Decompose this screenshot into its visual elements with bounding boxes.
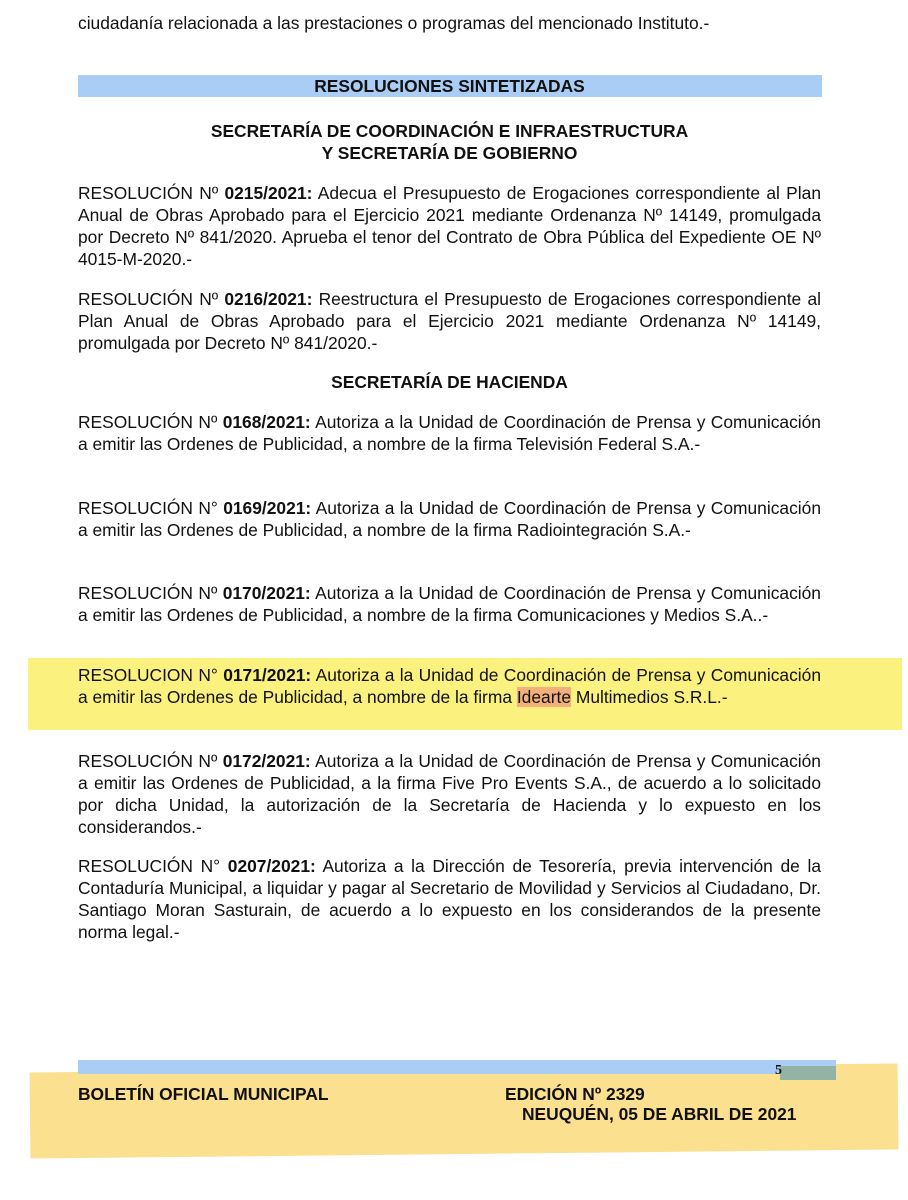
highlighted-word: Idearte: [516, 687, 571, 707]
footer-blue-band: [78, 1060, 836, 1074]
resolution-0172: RESOLUCIÓN Nº 0172/2021: Autoriza a la Unidad de Coordinación de Prensa y Comunicación a emitir las Ordenes de Publicidad, a la firma Five Pro Events S.A., de acuerdo a lo solicitado por dicha Unidad, la autorización de la Secretaría de Hacienda y lo expuesto en los considerandos.-: [78, 751, 821, 837]
resolution-0169: RESOLUCIÓN N° 0169/2021: Autoriza a la Unidad de Coordinación de Prensa y Comunicación a emitir las Ordenes de Publicidad, a nombre de la firma Radiointegración S.A.-: [78, 498, 821, 540]
heading-coordinacion-line1: SECRETARÍA DE COORDINACIÓN E INFRAESTRUCTURA: [210, 121, 689, 141]
resolution-0215: RESOLUCIÓN Nº 0215/2021: Adecua el Presupuesto de Erogaciones correspondiente al Plan Anual de Obras Aprobado para el Ejercicio 2021 mediante Ordenanza Nº 14149, promulgada por Decreto Nº 841/2020. Aprueba el tenor del Contrato de Obra Pública del Expediente OE Nº 4015-M-2020.-: [78, 183, 821, 269]
footer-teal-band: [780, 1066, 836, 1080]
page-number: 5: [775, 1063, 782, 1078]
intro-line: ciudadanía relacionada a las prestaciones o programas del mencionado Instituto.-: [78, 13, 710, 33]
heading-coordinacion-line2: Y SECRETARÍA DE GOBIERNO: [321, 143, 578, 163]
resolution-0168: RESOLUCIÓN Nº 0168/2021: Autoriza a la Unidad de Coordinación de Prensa y Comunicación a emitir las Ordenes de Publicidad, a nombre de la firma Televisión Federal S.A.-: [78, 412, 821, 454]
section-banner-title: RESOLUCIONES SINTETIZADAS: [314, 76, 585, 96]
heading-coordinacion: [78, 120, 821, 164]
resolution-0171: RESOLUCION N° 0171/2021: Autoriza a la Unidad de Coordinación de Prensa y Comunicación a emitir las Ordenes de Publicidad, a nombre de la firma Idearte Multimedios S.R.L.-: [78, 665, 821, 707]
heading-hacienda: SECRETARÍA DE HACIENDA: [331, 372, 568, 392]
footer-place-date: NEUQUÉN, 05 DE ABRIL DE 2021: [522, 1104, 797, 1124]
resolution-0216: RESOLUCIÓN Nº 0216/2021: Reestructura el Presupuesto de Erogaciones correspondiente al Plan Anual de Obras Aprobado para el Ejercicio 2021 mediante Ordenanza Nº 14149, promulgada por Decreto Nº 841/2020.-: [78, 289, 821, 353]
footer-edition: EDICIÓN Nº 2329: [505, 1084, 645, 1104]
resolution-0170: RESOLUCIÓN Nº 0170/2021: Autoriza a la Unidad de Coordinación de Prensa y Comunicación a emitir las Ordenes de Publicidad, a nombre de la firma Comunicaciones y Medios S.A..-: [78, 583, 821, 625]
footer-bulletin-name: BOLETÍN OFICIAL MUNICIPAL: [78, 1084, 329, 1104]
resolution-0207: RESOLUCIÓN N° 0207/2021: Autoriza a la Dirección de Tesorería, previa intervención de la Contaduría Municipal, a liquidar y pagar al Secretario de Movilidad y Servicios al Ciudadano, Dr. Santiago Moran Sasturain, de acuerdo a lo expuesto en los considerandos de la presente norma legal.-: [78, 856, 822, 942]
